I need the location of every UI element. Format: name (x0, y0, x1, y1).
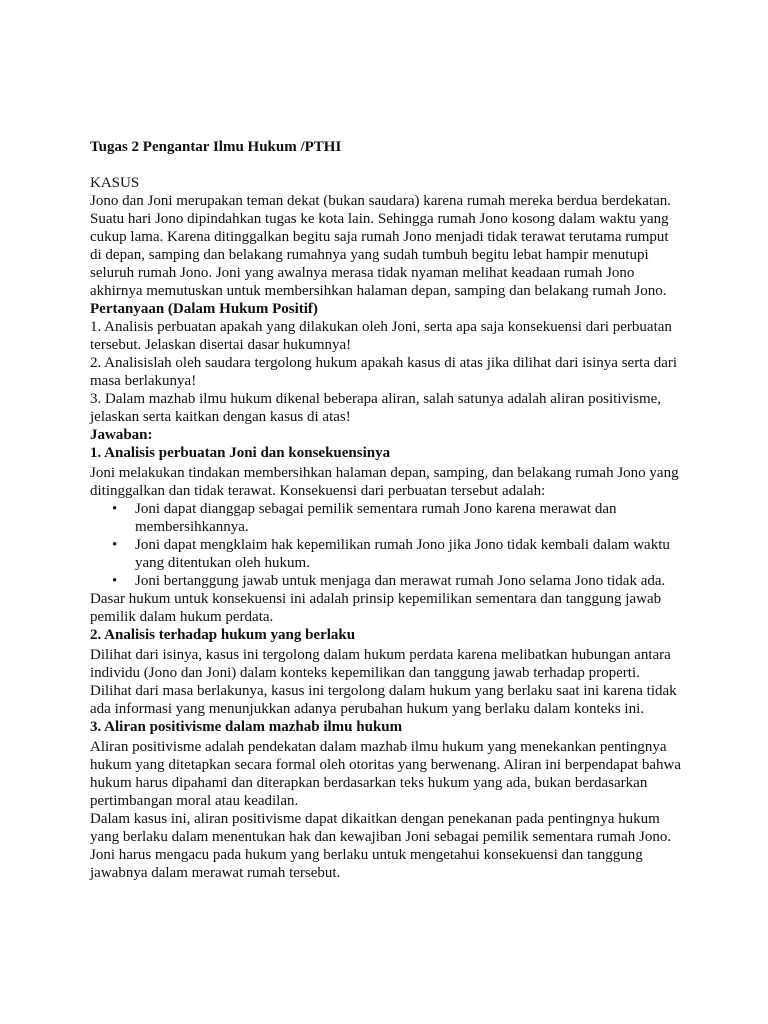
list-item-text: Joni bertanggung jawab untuk menjaga dan merawat rumah Jono selama Jono tidak ada. (135, 573, 666, 589)
question-item: 2. Analisislah oleh saudara tergolong hukum apakah kasus di atas jika dilihat dari isinya serta dari masa berlakunya! (90, 355, 678, 389)
section-2-paragraph: Dilihat dari masa berlakunya, kasus ini tergolong dalam hukum yang berlaku saat ini karena tidak ada informasi yang menunjukkan adanya perubahan hukum yang berlaku dalam konteks ini. (90, 683, 677, 717)
list-item-text: Joni dapat mengklaim hak kepemilikan rumah Jono jika Jono tidak kembali dalam waktu yang ditentukan oleh hukum. (135, 537, 670, 571)
kasus-text: Jono dan Joni merupakan teman dekat (bukan saudara) karena rumah mereka berdua berdekatan. Suatu hari Jono dipindahkan tugas ke kota lain. Sehingga rumah Jono kosong dalam waktu yang cukup lama. Karena ditinggalkan begitu saja rumah Jono menjadi tidak terawat terutama rumput di depan, samping dan belakang rumahnya yang sudah tumbuh begitu lebat hampir menutupi seluruh rumah Jono. Joni yang awalnya merasa tidak nyaman melihat keadaan rumah Jono akhirnya memutuskan untuk membersihkan halaman depan, samping dan belakang rumah Jono. (90, 193, 672, 299)
section-1-bullet-list (90, 500, 682, 590)
jawaban-heading: Jawaban: (90, 427, 153, 443)
section-3-paragraph: Aliran positivisme adalah pendekatan dalam mazhab ilmu hukum yang menekankan pentingnya hukum yang ditetapkan secara formal oleh otoritas yang berwenang. Aliran ini berpendapat bahwa hukum harus dipahami dan diterapkan berdasarkan teks hukum yang ada, bukan berdasarkan pertimbangan moral atau keadilan. (90, 739, 682, 809)
section-2-heading: 2. Analisis terhadap hukum yang berlaku (90, 627, 356, 643)
document-title: Tugas 2 Pengantar Ilmu Hukum /PTHI (90, 139, 342, 155)
question-item: 3. Dalam mazhab ilmu hukum dikenal beberapa aliran, salah satunya adalah aliran positivisme, jelaskan serta kaitkan dengan kasus di atas! (90, 391, 662, 425)
blank-line (90, 156, 682, 174)
section-1-closing: Dasar hukum untuk konsekuensi ini adalah prinsip kepemilikan sementara dan tanggung jawab pemilik dalam hukum perdata. (90, 591, 662, 625)
section-3-heading: 3. Aliran positivisme dalam mazhab ilmu hukum (90, 719, 403, 735)
list-item (90, 536, 682, 572)
document-page (90, 138, 682, 882)
section-3-paragraph: Dalam kasus ini, aliran positivisme dapat dikaitkan dengan penekanan pada pentingnya hukum yang berlaku dalam menentukan hak dan kewajiban Joni sebagai pemilik sementara rumah Jono. Joni harus mengacu pada hukum yang berlaku untuk mengetahui konsekuensi dan tanggung jawabnya dalam merawat rumah tersebut. (90, 811, 672, 881)
bullet-icon: • (112, 537, 118, 553)
list-item (90, 500, 682, 536)
bullet-icon: • (112, 501, 118, 517)
list-item (90, 572, 682, 590)
section-1-intro: Joni melakukan tindakan membersihkan halaman depan, samping, dan belakang rumah Jono yang ditinggalkan dan tidak terawat. Konsekuensi dari perbuatan tersebut adalah: (90, 465, 679, 499)
pertanyaan-heading: Pertanyaan (Dalam Hukum Positif) (90, 301, 318, 317)
section-2-paragraph: Dilihat dari isinya, kasus ini tergolong dalam hukum perdata karena melibatkan hubungan antara individu (Jono dan Joni) dalam konteks kepemilikan dan tanggung jawab terhadap properti. (90, 647, 671, 681)
bullet-icon: • (112, 573, 118, 589)
kasus-label: KASUS (90, 175, 140, 191)
question-item: 1. Analisis perbuatan apakah yang dilakukan oleh Joni, serta apa saja konsekuensi dari perbuatan tersebut. Jelaskan disertai dasar hukumnya! (90, 319, 672, 353)
list-item-text: Joni dapat dianggap sebagai pemilik sementara rumah Jono karena merawat dan membersihkannya. (135, 501, 617, 535)
section-1-heading: 1. Analisis perbuatan Joni dan konsekuensinya (90, 445, 391, 461)
